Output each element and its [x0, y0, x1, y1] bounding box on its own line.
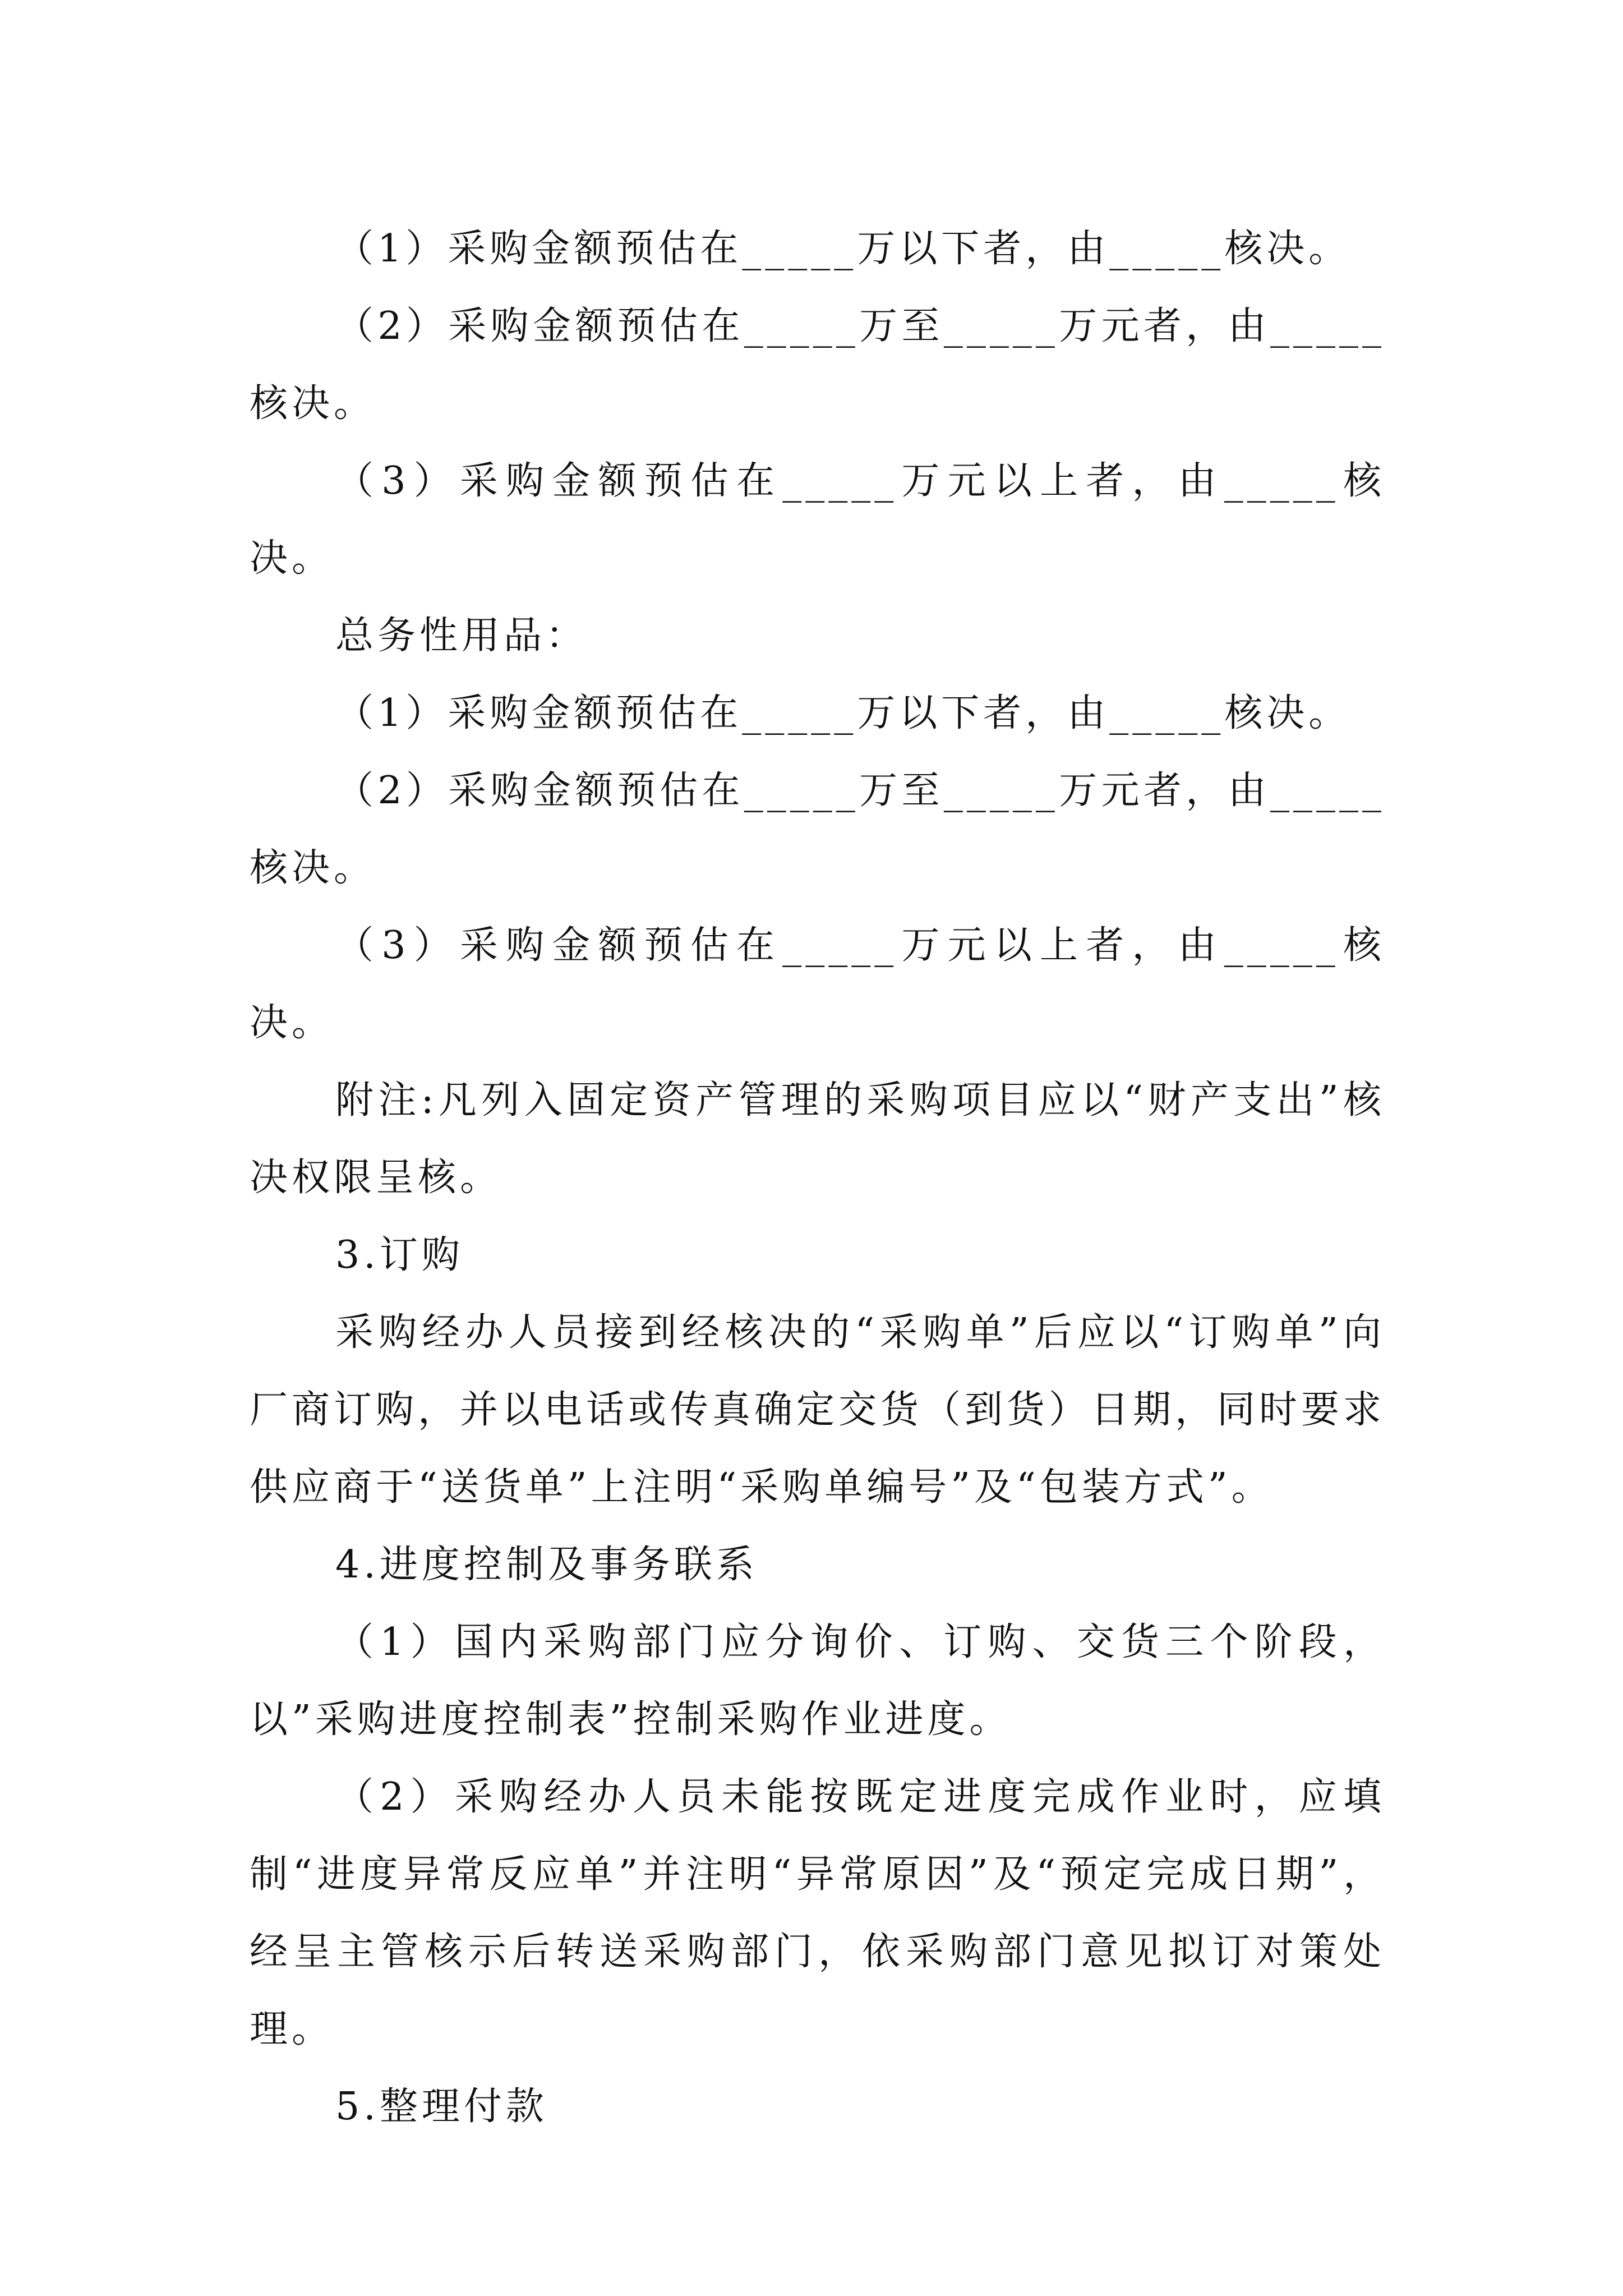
paragraph: （2）采购金额预估在_____万至_____万元者，由_____核决。 — [250, 769, 1385, 890]
section-heading: 3.订购 — [335, 1233, 464, 1277]
paragraph: （1）国内采购部门应分询价、订购、交货三个阶段，以”采购进度控制表”控制采购作业进度。 — [250, 1620, 1385, 1742]
paragraph: （1）采购金额预估在_____万以下者，由_____核决。 — [335, 691, 1351, 735]
section-heading: 5.整理付款 — [335, 2085, 548, 2129]
section-heading: 总务性用品： — [335, 614, 588, 658]
paragraph: 采购经办人员接到经核决的“采购单”后应以“订购单”向厂商订购，并以电话或传真确定交货（到货）日期，同时要求供应商于“送货单”上注明“采购单编号”及“包装方式”。 — [250, 1310, 1386, 1510]
paragraph: （2）采购经办人员未能按既定进度完成作业时，应填制“进度异常反应单”并注明“异常原因”及“预定完成日期”，经呈主管核示后转送采购部门，依采购部门意见拟订对策处理。 — [250, 1775, 1385, 2051]
note-paragraph: 附注:凡列入固定资产管理的采购项目应以“财产支出”核决权限呈核。 — [250, 1078, 1385, 1200]
paragraph: （3）采购金额预估在_____万元以上者，由_____核决。 — [250, 923, 1385, 1045]
paragraph: （1）采购金额预估在_____万以下者，由_____核决。 — [335, 227, 1351, 271]
paragraph: （2）采购金额预估在_____万至_____万元者，由_____核决。 — [250, 304, 1385, 426]
paragraph: （3）采购金额预估在_____万元以上者，由_____核决。 — [250, 459, 1385, 581]
section-heading: 4.进度控制及事务联系 — [335, 1543, 758, 1587]
document-body — [250, 210, 1385, 2146]
